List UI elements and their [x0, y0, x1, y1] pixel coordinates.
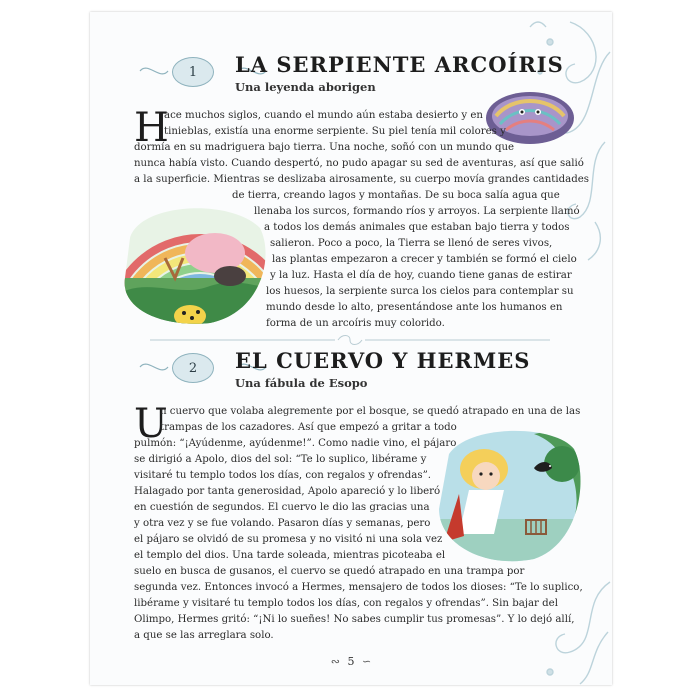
story-1-line: tinieblas, existía una enorme serpiente. Su piel tenía mil colores y	[164, 126, 506, 137]
story-2-line: a que se las arreglara solo.	[134, 630, 274, 641]
story-1-line: y la luz. Hasta el día de hoy, cuando tiene ganas de estirar	[270, 270, 572, 281]
story-2-subtitle: Una fábula de Esopo	[235, 376, 368, 390]
story-2-line: segunda vez. Entonces invocó a Hermes, mensajero de todos los dioses: “Te lo suplico,	[134, 582, 583, 593]
story-1-subtitle: Una leyenda aborigen	[235, 80, 376, 94]
section-divider	[130, 332, 570, 348]
story-2-number-badge	[172, 353, 214, 383]
page-number: 5	[347, 655, 355, 668]
story-2-line: se dirigió a Apolo, dios del sol: “Te lo suplico, libérame y	[134, 454, 427, 465]
story-2-line: suelo en busca de gusanos, el cuervo se quedó atrapado en una trampa por	[134, 566, 525, 577]
story-2-line: Olimpo, Hermes gritó: “¡Ni lo sueñes! No sabes cumplir tus promesas”. Y lo dejó allí,	[134, 614, 575, 625]
story-2-line: n cuervo que volaba alegremente por el bosque, se quedó atrapado en una de las	[160, 406, 581, 417]
story-2-line: visitaré tu templo todos los días, con regalos y ofrendas”.	[134, 470, 432, 481]
story-2-line: en cuestión de segundos. El cuervo le dio las gracias una	[134, 502, 430, 513]
story-2-line: Halagado por tanta generosidad, Apolo apareció y lo liberó	[134, 486, 441, 497]
story-1-line: mundo desde lo alto, presentándose ante los humanos en	[266, 302, 563, 313]
story-1-line: salieron. Poco a poco, la Tierra se llenó de seres vivos,	[270, 238, 553, 249]
story-1-dropcap: H	[134, 105, 169, 151]
apollo-and-crow-illustration	[434, 424, 584, 564]
story-1-line: forma de un arcoíris muy colorido.	[266, 318, 445, 329]
story-2-line: el pájaro se olvidó de su promesa y no visitó ni una sola vez	[134, 534, 443, 545]
rainbow-landscape-illustration	[120, 198, 270, 328]
story-1-line: las plantas empezaron a crecer y también se formó el cielo	[272, 254, 577, 265]
story-1-line: nunca había visto. Cuando despertó, no pudo apagar su sed de aventuras, así que salió	[134, 158, 584, 169]
story-1-line: los huesos, la serpiente surca los cielos para contemplar su	[266, 286, 574, 297]
story-1-number: 1	[188, 64, 198, 80]
story-2-line: y otra vez y se fue volando. Pasaron días y semanas, pero	[134, 518, 431, 529]
story-2-line: libérame y visitaré tu templo todos los días, con regalos y ofrendas”. Sin bajar del	[134, 598, 558, 609]
story-2-line: pulmón: “¡Ayúdenme, ayúdenme!”. Como nadie vino, el pájaro	[134, 438, 457, 449]
story-1-line: a la superficie. Mientras se deslizaba airosamente, su cuerpo movía grandes cantidades	[134, 174, 590, 185]
story-2-number: 2	[188, 360, 198, 376]
footer-right-flourish: ∽	[362, 655, 372, 668]
story-1-title: LA SERPIENTE ARCOÍRIS	[235, 52, 564, 77]
story-1-line: dormía en su madriguera bajo tierra. Una noche, soñó con un mundo que	[134, 142, 515, 153]
book-page	[90, 12, 612, 685]
story-2-line: el templo del dios. Una tarde soleada, mientras picoteaba el	[134, 550, 446, 561]
footer-left-flourish: ∾	[330, 655, 340, 668]
story-2-title: EL CUERVO Y HERMES	[235, 348, 531, 373]
story-2-dropcap: U	[134, 401, 168, 447]
story-2-line: trampas de los cazadores. Así que empezó a gritar a todo	[160, 422, 457, 433]
page-footer	[90, 655, 612, 668]
story-1-line: a todos los demás animales que estaban bajo tierra y todos	[264, 222, 570, 233]
story-1-line: de tierra, creando lagos y montañas. De su boca salía agua que	[232, 190, 560, 201]
story-1-number-badge	[172, 57, 214, 87]
story-1-line: llenaba los surcos, formando ríos y arroyos. La serpiente llamó	[254, 206, 580, 217]
story-1-line: ace muchos siglos, cuando el mundo aún estaba desierto y en	[164, 110, 483, 121]
